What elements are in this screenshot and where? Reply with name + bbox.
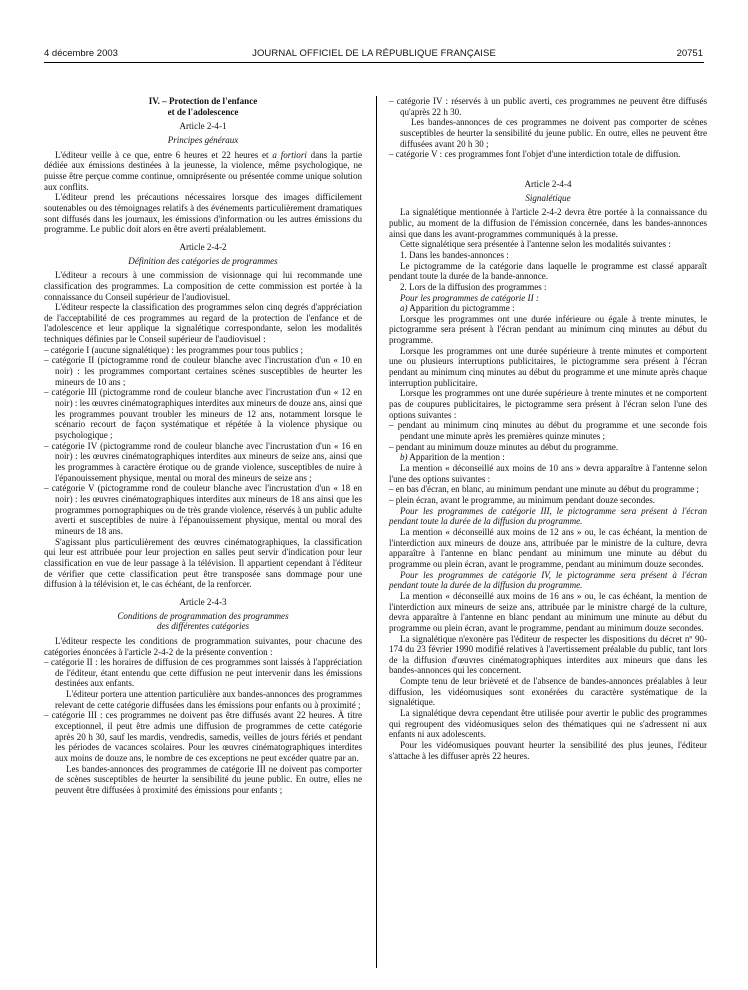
journal-title: JOURNAL OFFICIEL DE LA RÉPUBLIQUE FRANÇAISE: [252, 48, 496, 59]
paragraph: [389, 303, 707, 314]
paragraph: Lorsque les programmes ont une durée inférieure ou égale à trente minutes, le pictogramme sera présent à l'écran pendant au minimum cinq minutes au début du programme.: [389, 313, 707, 346]
list-item: – catégorie II (pictogramme rond de couleur blanche avec l'incrustation d'un « 10 en noir) : les programmes comportant certaines scènes susceptibles de heurter les mineurs de 10 ans ;: [44, 355, 362, 387]
article-heading: Article 2-4-1: [179, 121, 227, 132]
article-heading: Article 2-4-3: [179, 596, 227, 607]
list-item: – plein écran, avant le programme, au minimum pendant douze secondes.: [389, 494, 656, 505]
list-item: – en bas d'écran, en blanc, au minimum pendant une minute au début du programme ;: [389, 484, 699, 495]
list-item: – catégorie I (aucune signalétique) : les programmes pour tous publics ;: [44, 344, 304, 355]
header-date: 4 décembre 2003: [44, 48, 118, 59]
paragraph: L'éditeur prend les précautions nécessaires lorsque des images difficilement soutenables ou des témoignages relatifs à des événements particulièrement dramatiques sont diffusés dans les journaux, les émissions d'information ou les autres émissions du programme. Le public doit alors en être averti préalablement.: [44, 192, 362, 235]
text-run: Apparition de la mention :: [407, 452, 505, 463]
paragraph: La mention « déconseillé aux moins de 12 ans » ou, le cas échéant, la mention de l'interdiction aux mineurs de douze ans, attribuée par le ministre de la culture, devra apparaître à l'antenne en blanc pendant au minimum une minute au début du programme ou plein écran, avant le programme, pendant au minimum douze secondes.: [389, 526, 707, 569]
list-item: – pendant au minimum douze minutes au début du programme.: [389, 441, 619, 452]
list-item: – catégorie III (pictogramme rond de couleur blanche avec l'incrustation d'un « 12 en noir) : les œuvres cinématographiques interdites aux mineurs de douze ans, ainsi que les programmes pouvant troubler les mineurs de 12 ans, notamment lorsque le scénario recourt de façon systématique et répétée à la violence physique ou psychologique ;: [44, 387, 362, 441]
paragraph: [389, 452, 707, 463]
category-list: [44, 345, 362, 537]
paragraph: L'éditeur respecte la classification des programmes selon cinq degrés d'appréciation de l'acceptabilité de ces programmes au regard de la protection de l'enfance et de l'adolescence et leur applique la signalétique correspondante, selon les modalités techniques définies par le Conseil supérieur de l'audiovisuel :: [44, 302, 362, 345]
paragraph: L'éditeur a recours à une commission de visionnage qui lui recommande une classification des programmes. La composition de cette commission est portée à la connaissance du Conseil supérieur de l'audiovisuel.: [44, 270, 362, 302]
item-letter: a): [400, 303, 408, 314]
paragraph: Lorsque les programmes ont une durée supérieure à trente minutes et ne comportent pas de coupures publicitaires, le pictogramme sera présent à l'écran selon l'une des options suivantes :: [389, 388, 707, 420]
article-subtitle-line2: des différentes catégories: [156, 621, 250, 632]
paragraph: L'éditeur respecte les conditions de programmation suivantes, pour chacune des catégories énoncées à l'article 2-4-2 de la présente convention :: [44, 635, 362, 657]
left-column: [44, 96, 362, 796]
paragraph: Lorsque les programmes ont une durée supérieure à trente minutes et comportent une ou plusieurs interruptions publicitaires, le pictogramme sera présent à l'écran pendant au minimum cinq minutes au début du programme et une minute après chaque interruption publicitaire.: [389, 345, 707, 388]
article-heading: Article 2-4-2: [179, 241, 227, 252]
list-item: – catégorie III : ces programmes ne doivent pas être diffusés avant 22 heures. À titre exceptionnel, il peut être admis une diffusion de programmes de cette catégorie après 20 h 30, sauf les mardis, vendredis, samedis, veilles de jours fériés et pendant les périodes de vacances scolaires. Pour les œuvres cinématographiques interdites aux moins de douze ans, le nombre de ces exceptions ne peut excéder quatre par an.: [44, 710, 362, 764]
list-item: – catégorie IV : réservés à un public averti, ces programmes ne peuvent être diffusés qu'après 22 h 30.: [389, 96, 707, 117]
right-column: [389, 96, 707, 761]
condition-list: [44, 657, 362, 796]
paragraph: Cette signalétique sera présentée à l'antenne selon les modalités suivantes :: [400, 239, 671, 250]
paragraph: La signalétique mentionnée à l'article 2-4-2 devra être portée à la connaissance du public, au moment de la diffusion de l'émission concernée, dans les bandes-annonces ainsi que dans les avant-programmes communiqués à la presse.: [389, 207, 707, 239]
column-separator: [376, 96, 377, 968]
paragraph: S'agissant plus particulièrement des œuvres cinématographiques, la classification qui leur est attribuée pour leur projection en salles peut servir d'indication pour leur classification en vue de leur passage à la télévision. Il appartient cependant à l'éditeur de vérifier que cette classification peut être transposée sans dommage pour une diffusion à la télévision et, le cas échéant, de la renforcer.: [44, 536, 362, 590]
article-subtitle: Définition des catégories de programmes: [128, 255, 278, 266]
page-header: [0, 48, 748, 62]
paragraph: Le pictogramme de la catégorie dans laquelle le programme est classé apparaît pendant toute la durée de la bande-annonce.: [389, 260, 707, 282]
page-number: 20751: [676, 48, 703, 59]
list-item-continuation: Les bandes-annonces de ces programmes ne doivent pas comporter de scènes susceptibles de heurter la sensibilité du jeune public. En outre, elles ne peuvent être diffusées avant 20 h 30 ;: [400, 117, 707, 149]
paragraph: La signalétique devra cependant être utilisée pour avertir le public des programmes qui regroupent des vidéomusiques selon des thématiques qui ne s'adressent ni aux enfants ni aux adolescents.: [389, 708, 707, 740]
italic-paragraph: Pour les programmes de catégorie IV, le pictogramme sera présent à l'écran pendant toute la durée de la diffusion du programme.: [389, 569, 707, 591]
text-run: dans la partie dédiée aux émissions destinées à la jeunesse, la violence, même psychologique, ne puisse être perçue comme continue, omniprésente ou présentée comme unique solution aux conflits.: [44, 149, 362, 192]
article-heading: Article 2-4-4: [524, 178, 572, 189]
paragraph: La signalétique n'exonère pas l'éditeur de respecter les dispositions du décret nº 90-174 du 23 février 1990 modifié relatives à l'avertissement préalable du public, tant lors de la diffusion d'œuvres cinématographiques interdites aux mineurs que dans les bandes-annonces qui les concernent.: [389, 633, 707, 676]
italic-run: a fortiori: [272, 149, 307, 160]
list-item-continuation: L'éditeur portera une attention particulière aux bandes-annonces des programmes relevant de cette catégorie diffusées dans les émissions pour enfants ou à proximité ;: [55, 689, 362, 710]
article-subtitle: Conditions de programmation des programmes: [117, 610, 289, 621]
text-run: L'éditeur veille à ce que, entre 6 heures et 22 heures et: [55, 149, 273, 160]
italic-paragraph: Pour les programmes de catégorie III, le pictogramme sera présent à l'écran pendant toute la durée de la diffusion du programme.: [389, 505, 707, 527]
option-list: [389, 484, 707, 505]
text-run: Apparition du pictogramme :: [407, 303, 515, 314]
section-title-line2: et de l'adolescence: [167, 106, 239, 117]
paragraph: Compte tenu de leur brièveté et de l'absence de bandes-annonces préalables à leur diffusion, les vidéomusiques sont exonérées du caractère systématique de la signalétique.: [389, 676, 707, 708]
article-subtitle: Principes généraux: [167, 134, 239, 145]
option-list: [389, 420, 707, 452]
paragraph: La mention « déconseillé aux moins de 10 ans » devra apparaître à l'antenne selon l'une des options suivantes :: [389, 463, 707, 484]
list-item: – catégorie IV (pictogramme rond de couleur blanche avec l'incrustation d'un « 16 en noir) : les œuvres cinématographiques interdites aux mineurs de seize ans, ainsi que les programmes à caractère érotique ou de grande violence, susceptibles de nuire à l'épanouissement physique, mental ou moral des mineurs de seize ans ;: [44, 440, 362, 483]
paragraph: Pour les vidéomusiques pouvant heurter la sensibilité des plus jeunes, l'éditeur s'attache à les diffuser après 22 heures.: [389, 740, 707, 761]
paragraph: 1. Dans les bandes-annonces :: [400, 249, 509, 260]
condition-list-continued: [389, 96, 707, 160]
paragraph: [44, 150, 362, 193]
spacer: [389, 160, 707, 172]
italic-paragraph: Pour les programmes de catégorie II :: [400, 292, 539, 303]
item-letter: b): [400, 452, 408, 463]
section-title: IV. – Protection de l'enfance: [148, 96, 258, 106]
list-item-continuation: Les bandes-annonces des programmes de catégorie III ne doivent pas comporter de scènes susceptibles de heurter la sensibilité du jeune public. En outre, elles ne peuvent être diffusées à proximité des émissions pour enfants ;: [55, 763, 362, 796]
list-item: – catégorie V : ces programmes font l'objet d'une interdiction totale de diffusion.: [389, 149, 681, 160]
paragraph: 2. Lors de la diffusion des programmes :: [400, 281, 547, 292]
header-rule: [44, 62, 704, 63]
list-item: – catégorie II : les horaires de diffusion de ces programmes sont laissés à l'appréciation de l'éditeur, étant entendu que cette diffusion ne peut intervenir dans les émissions destinées aux enfants.: [44, 657, 362, 689]
list-item: – pendant au minimum cinq minutes au début du programme et une seconde fois pendant une minute après les premières quinze minutes ;: [389, 420, 707, 442]
paragraph: La mention « déconseillé aux moins de 16 ans » ou, le cas échéant, la mention de l'interdiction aux mineurs de seize ans, attribuée par le ministre chargé de la culture, devra apparaître à l'antenne en blanc pendant au minimum une minute au début du programme ou plein écran, avant le programme, pendant au minimum douze secondes.: [389, 590, 707, 633]
article-subtitle: Signalétique: [525, 192, 571, 203]
list-item: – catégorie V (pictogramme rond de couleur blanche avec l'incrustation d'un « 18 en noir) : les œuvres cinématographiques interdites aux mineurs de 18 ans ainsi que les programmes pornographiques ou de très grande violence, réservés à un public adulte averti et susceptibles de nuire à l'épanouissement physique, mental ou moral des mineurs de 18 ans.: [44, 483, 362, 536]
